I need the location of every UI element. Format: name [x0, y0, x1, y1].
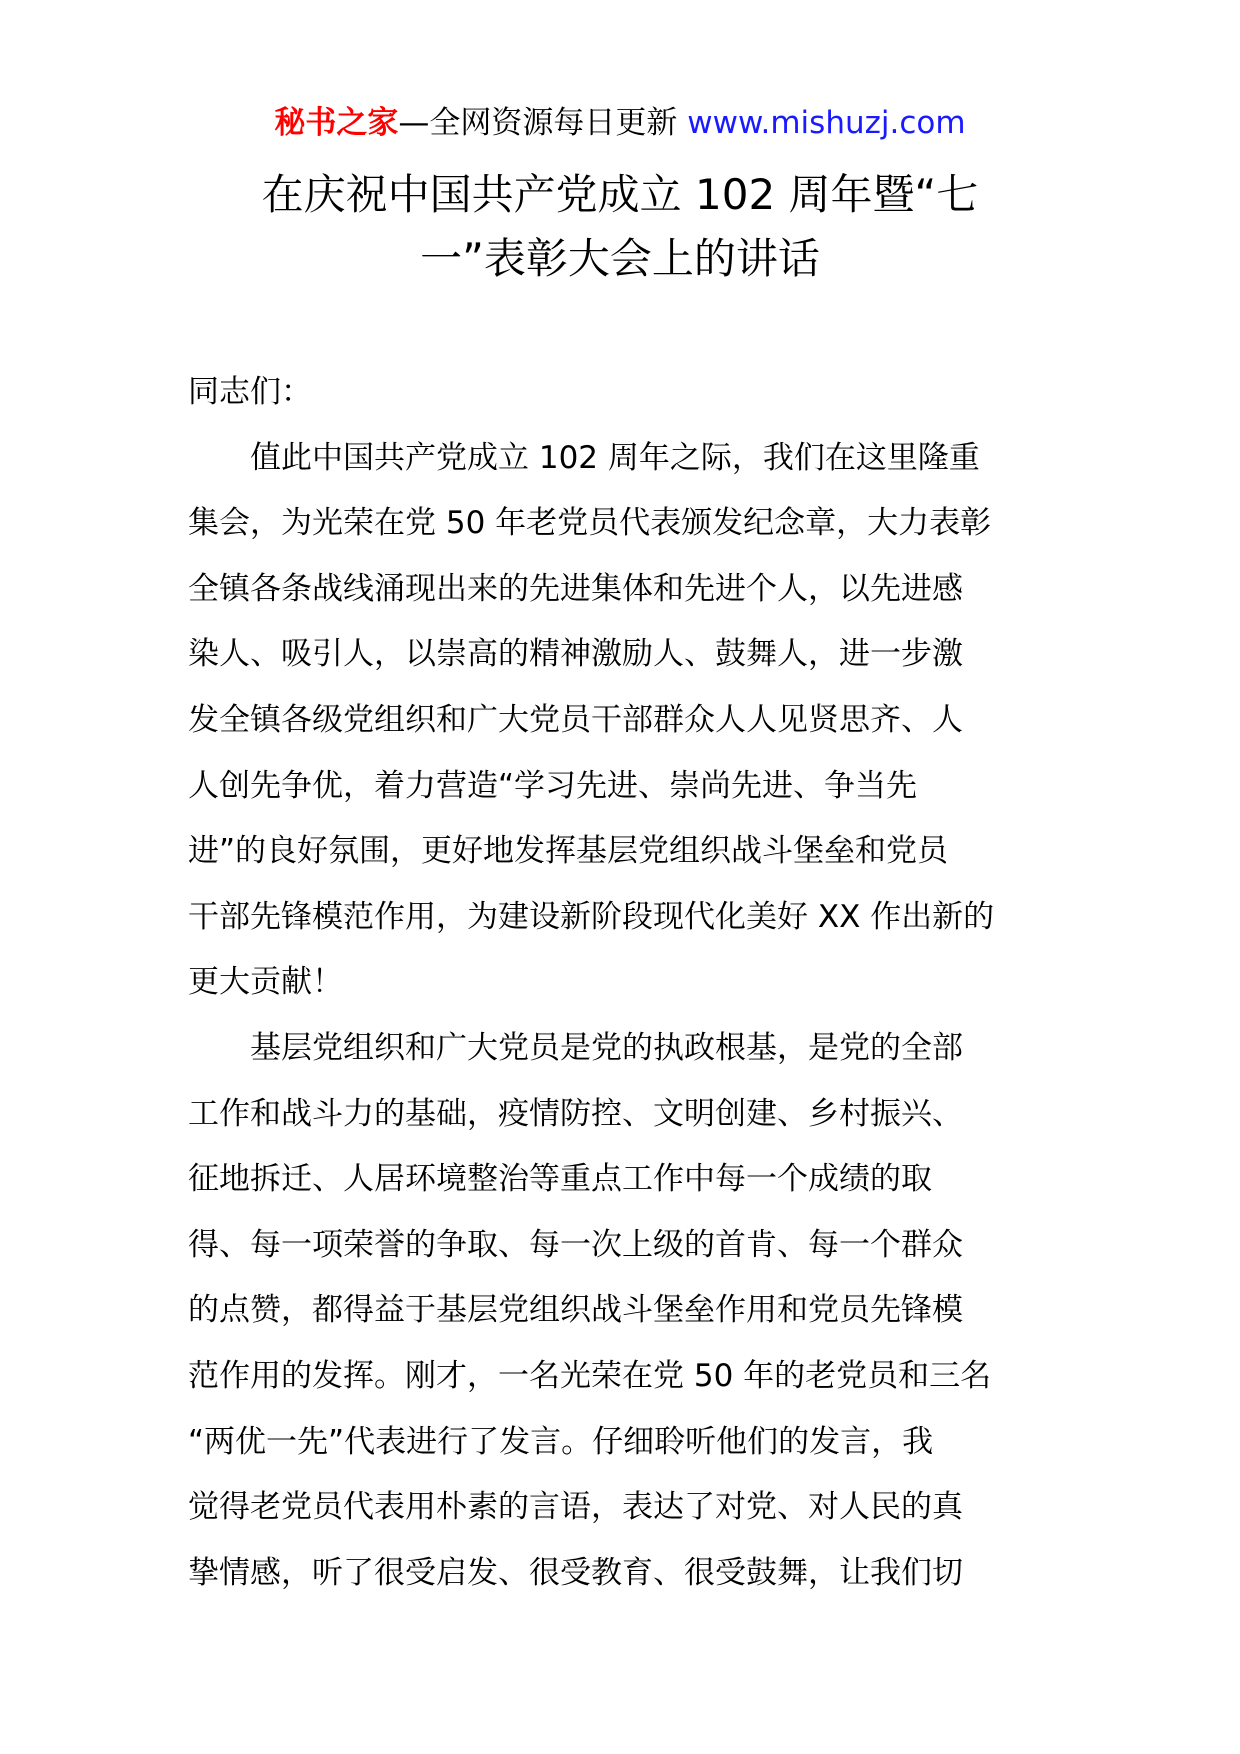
paragraph-line: 的点赞，都得益于基层党组织战斗堡垒作用和党员先锋模 — [188, 1292, 963, 1329]
paragraph-line: 征地拆迁、人居环境整治等重点工作中每一个成绩的取 — [188, 1161, 932, 1198]
document-body — [188, 360, 1048, 1606]
title-line-1: 在庆祝中国共产党成立 102 周年暨“七 — [261, 170, 979, 219]
paragraph-line: 得、每一项荣誉的争取、每一次上级的首肯、每一个群众 — [188, 1226, 963, 1263]
site-tagline: —全网资源每日更新 — [398, 105, 688, 141]
paragraph-line: 基层党组织和广大党员是党的执政根基，是党的全部 — [188, 1029, 963, 1066]
paragraph-line: “两优一先”代表进行了发言。仔细聆听他们的发言，我 — [188, 1423, 934, 1460]
paragraph-line: 全镇各条战线涌现出来的先进集体和先进个人，以先进感 — [188, 570, 963, 607]
site-header — [0, 101, 1240, 145]
paragraph-line: 值此中国共产党成立 102 周年之际，我们在这里隆重 — [188, 439, 980, 476]
paragraph-line: 进”的良好氛围，更好地发挥基层党组织战斗堡垒和党员 — [188, 833, 949, 870]
paragraph-line: 范作用的发挥。刚才，一名光荣在党 50 年的老党员和三名 — [188, 1357, 992, 1394]
paragraph-1 — [188, 426, 1048, 1016]
paragraph-line: 集会，为光荣在党 50 年老党员代表颁发纪念章，大力表彰 — [188, 505, 992, 542]
paragraph-line: 挚情感，听了很受启发、很受教育、很受鼓舞，让我们切 — [188, 1554, 963, 1591]
site-brand: 秘书之家 — [274, 105, 399, 141]
salutation: 同志们： — [188, 374, 312, 410]
paragraph-line: 工作和战斗力的基础，疫情防控、文明创建、乡村振兴、 — [188, 1095, 963, 1132]
title-line-2: 一”表彰大会上的讲话 — [420, 234, 820, 283]
paragraph-2 — [188, 1016, 1048, 1606]
document-title — [150, 163, 1090, 291]
paragraph-line: 人创先争优，着力营造“学习先进、崇尚先进、争当先 — [188, 767, 918, 804]
site-url[interactable]: www.mishuzj.com — [687, 105, 966, 141]
paragraph-line: 更大贡献！ — [188, 964, 343, 1001]
paragraph-line: 染人、吸引人，以崇高的精神激励人、鼓舞人，进一步激 — [188, 636, 963, 673]
paragraph-line: 觉得老党员代表用朴素的言语，表达了对党、对人民的真 — [188, 1489, 963, 1526]
paragraph-line: 发全镇各级党组织和广大党员干部群众人人见贤思齐、人 — [188, 701, 963, 738]
paragraph-line: 干部先锋模范作用，为建设新阶段现代化美好 XX 作出新的 — [188, 898, 995, 935]
